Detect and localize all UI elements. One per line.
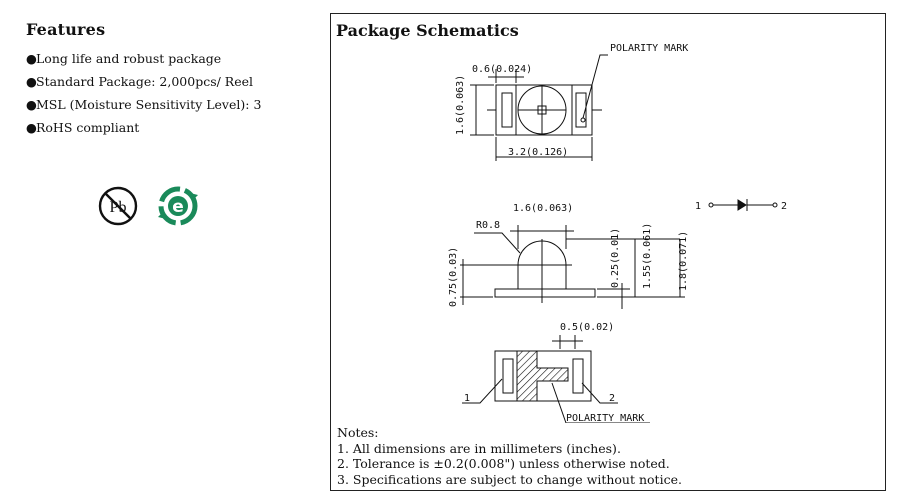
pb-free-icon xyxy=(100,188,136,224)
bullet-icon: ● xyxy=(26,97,37,112)
notes-section xyxy=(337,425,682,487)
features-list xyxy=(26,47,316,139)
feature-item: ●Long life and robust package xyxy=(26,47,316,70)
package-drawing xyxy=(330,13,886,423)
bottom-polarity-mark-label: POLARITY MARK xyxy=(566,413,645,423)
bullet-icon: ● xyxy=(26,120,37,135)
polarity-mark-label: POLARITY MARK xyxy=(610,43,689,54)
features-section xyxy=(26,20,316,139)
note-line: 2. Tolerance is ±0.2(0.008") unless otherwise noted. xyxy=(337,456,670,471)
logos-svg xyxy=(98,185,208,229)
eco-text: e xyxy=(172,197,184,217)
eco-recycle-icon xyxy=(158,189,198,223)
dim-left-label: 0.75(0.03) xyxy=(448,246,459,307)
dim-dome-label: 1.6(0.063) xyxy=(513,203,574,214)
note-line: 1. All dimensions are in millimeters (inches). xyxy=(337,440,621,456)
dim-a-label: 0.25(0.01) xyxy=(610,227,621,288)
bottom-pin2-label: 2 xyxy=(609,393,616,404)
compliance-logos xyxy=(98,185,208,229)
feature-item: ●RoHS compliant xyxy=(26,116,316,139)
note-line: 3. Specifications are subject to change without notice. xyxy=(337,471,682,487)
feature-item: ●Standard Package: 2,000pcs/ Reel xyxy=(26,70,316,93)
bullet-icon: ● xyxy=(26,51,37,66)
features-title: Features xyxy=(26,20,106,39)
dim-length-label: 3.2(0.126) xyxy=(508,147,569,158)
diode-pin2-label: 2 xyxy=(781,201,788,212)
dim-height-label: 1.6(0.063) xyxy=(455,74,466,135)
dim-gap-label: 0.5(0.02) xyxy=(560,322,615,333)
bottom-pin1-label: 1 xyxy=(464,393,471,404)
dim-b-label: 1.55(0.061) xyxy=(642,222,653,289)
dim-pad-width-label: 0.6(0.024) xyxy=(472,64,533,75)
dim-c-label: 1.8(0.071) xyxy=(678,230,689,291)
radius-label: R0.8 xyxy=(476,220,501,231)
pb-free-text: Pb xyxy=(109,199,127,216)
diode-pin1-label: 1 xyxy=(695,201,702,212)
bullet-icon: ● xyxy=(26,74,37,89)
feature-item: ●MSL (Moisture Sensitivity Level): 3 xyxy=(26,93,316,116)
bottom-view xyxy=(462,335,650,423)
schematics-title: Package Schematics xyxy=(336,21,519,40)
notes-heading: Notes: xyxy=(337,425,379,440)
diode-symbol xyxy=(709,199,777,211)
